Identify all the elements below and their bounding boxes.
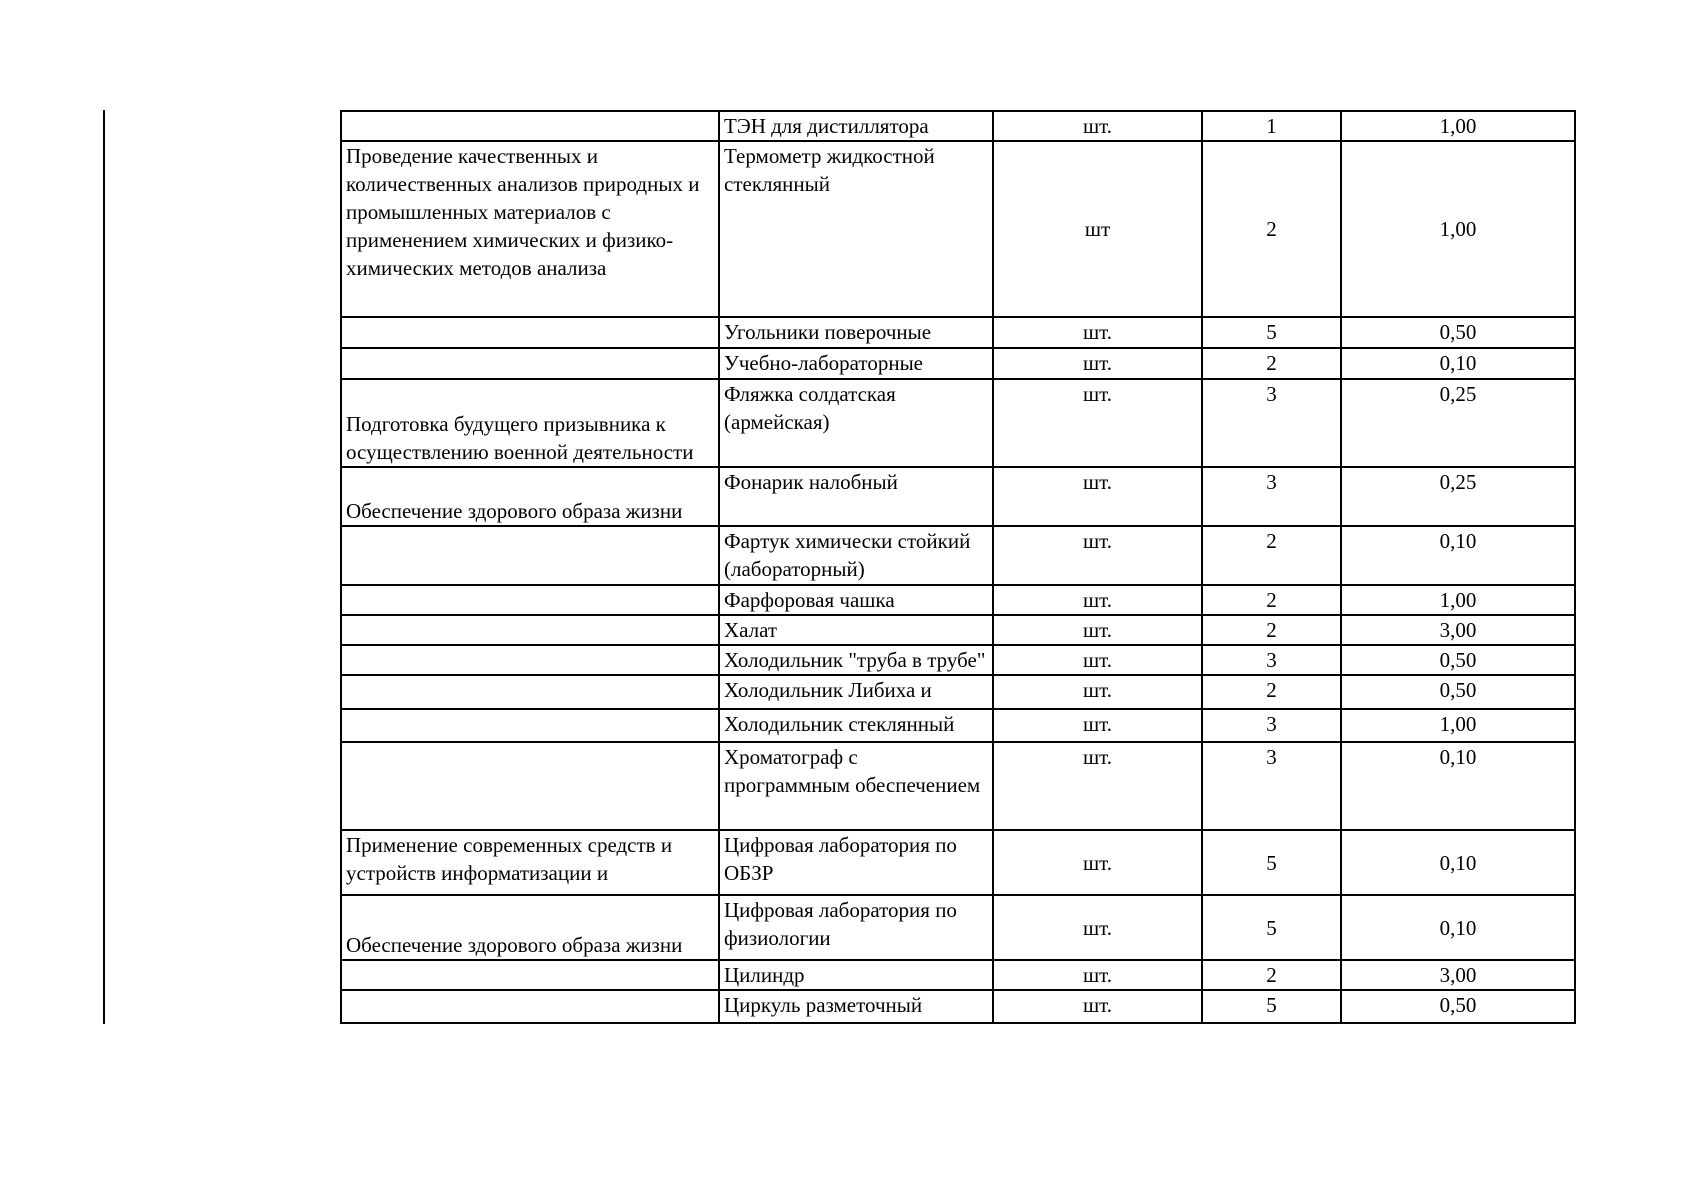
- coef-cell: 0,50: [1341, 317, 1575, 348]
- qty-cell: 5: [1202, 990, 1341, 1023]
- activity-cell: [341, 645, 719, 675]
- page-margin-rule: [103, 110, 105, 1024]
- activity-cell: [341, 960, 719, 990]
- unit-cell: шт.: [993, 830, 1202, 895]
- unit-cell: шт.: [993, 467, 1202, 526]
- unit-cell: шт.: [993, 317, 1202, 348]
- table-row: [341, 675, 1575, 709]
- item-cell: Фляжка солдатская (армейская): [719, 379, 993, 467]
- activity-cell: [341, 317, 719, 348]
- coef-cell: 0,10: [1341, 742, 1575, 830]
- coef-cell: 0,10: [1341, 830, 1575, 895]
- equipment-table: [340, 110, 1576, 1024]
- item-cell: Холодильник Либиха и: [719, 675, 993, 709]
- coef-cell: 1,00: [1341, 141, 1575, 317]
- table-row: [341, 960, 1575, 990]
- qty-cell: 3: [1202, 379, 1341, 467]
- qty-cell: 2: [1202, 348, 1341, 379]
- unit-cell: шт: [993, 141, 1202, 317]
- item-cell: Халат: [719, 615, 993, 645]
- item-cell: Хроматограф с программным обеспечением: [719, 742, 993, 830]
- unit-cell: шт.: [993, 585, 1202, 615]
- qty-cell: 2: [1202, 141, 1341, 317]
- table-row: [341, 645, 1575, 675]
- activity-cell: [341, 615, 719, 645]
- qty-cell: 2: [1202, 960, 1341, 990]
- table-row: [341, 895, 1575, 960]
- qty-cell: 5: [1202, 830, 1341, 895]
- qty-cell: 5: [1202, 317, 1341, 348]
- coef-cell: 0,10: [1341, 895, 1575, 960]
- qty-cell: 3: [1202, 709, 1341, 742]
- qty-cell: 3: [1202, 645, 1341, 675]
- item-cell: Цилиндр: [719, 960, 993, 990]
- unit-cell: шт.: [993, 111, 1202, 141]
- table-row: [341, 348, 1575, 379]
- unit-cell: шт.: [993, 675, 1202, 709]
- coef-cell: 3,00: [1341, 960, 1575, 990]
- coef-cell: 3,00: [1341, 615, 1575, 645]
- item-cell: Фонарик налобный: [719, 467, 993, 526]
- unit-cell: шт.: [993, 742, 1202, 830]
- qty-cell: 3: [1202, 742, 1341, 830]
- activity-cell: [341, 709, 719, 742]
- table-row: [341, 709, 1575, 742]
- item-cell: ТЭН для дистиллятора: [719, 111, 993, 141]
- coef-cell: 1,00: [1341, 709, 1575, 742]
- qty-cell: 2: [1202, 615, 1341, 645]
- unit-cell: шт.: [993, 348, 1202, 379]
- unit-cell: шт.: [993, 990, 1202, 1023]
- coef-cell: 0,50: [1341, 990, 1575, 1023]
- unit-cell: шт.: [993, 895, 1202, 960]
- table-row: [341, 526, 1575, 585]
- activity-cell: [341, 348, 719, 379]
- table-row: [341, 379, 1575, 467]
- item-cell: Угольники поверочные: [719, 317, 993, 348]
- item-cell: Термометр жидкостной стеклянный: [719, 141, 993, 317]
- table-row: [341, 317, 1575, 348]
- activity-cell: Применение современных средств и устройств информатизации и: [341, 830, 719, 895]
- item-cell: Холодильник стеклянный: [719, 709, 993, 742]
- unit-cell: шт.: [993, 709, 1202, 742]
- unit-cell: шт.: [993, 379, 1202, 467]
- table-row: [341, 141, 1575, 317]
- activity-cell: [341, 585, 719, 615]
- coef-cell: 0,25: [1341, 379, 1575, 467]
- item-cell: Фартук химически стойкий (лабораторный): [719, 526, 993, 585]
- activity-cell: Обеспечение здорового образа жизни: [341, 467, 719, 526]
- table-row: [341, 467, 1575, 526]
- coef-cell: 1,00: [1341, 111, 1575, 141]
- unit-cell: шт.: [993, 645, 1202, 675]
- activity-cell: [341, 742, 719, 830]
- coef-cell: 0,50: [1341, 645, 1575, 675]
- qty-cell: 2: [1202, 675, 1341, 709]
- unit-cell: шт.: [993, 526, 1202, 585]
- activity-cell: Проведение качественных и количественных анализов природных и промышленных материалов с применением химических и физико-химических методов анализа: [341, 141, 719, 317]
- activity-cell: [341, 990, 719, 1023]
- item-cell: Фарфоровая чашка: [719, 585, 993, 615]
- item-cell: Циркуль разметочный: [719, 990, 993, 1023]
- item-cell: Холодильник "труба в трубе": [719, 645, 993, 675]
- coef-cell: 0,10: [1341, 526, 1575, 585]
- table-row: [341, 585, 1575, 615]
- item-cell: Учебно-лабораторные: [719, 348, 993, 379]
- equipment-table-body: [341, 111, 1575, 1023]
- table-row: [341, 111, 1575, 141]
- item-cell: Цифровая лаборатория по физиологии: [719, 895, 993, 960]
- activity-cell: Подготовка будущего призывника к осуществлению военной деятельности: [341, 379, 719, 467]
- coef-cell: 0,10: [1341, 348, 1575, 379]
- coef-cell: 1,00: [1341, 585, 1575, 615]
- coef-cell: 0,50: [1341, 675, 1575, 709]
- qty-cell: 5: [1202, 895, 1341, 960]
- item-cell: Цифровая лаборатория по ОБЗР: [719, 830, 993, 895]
- table-row: [341, 742, 1575, 830]
- qty-cell: 3: [1202, 467, 1341, 526]
- activity-cell: [341, 526, 719, 585]
- table-row: [341, 615, 1575, 645]
- activity-cell: [341, 111, 719, 141]
- unit-cell: шт.: [993, 615, 1202, 645]
- table-row: [341, 830, 1575, 895]
- qty-cell: 1: [1202, 111, 1341, 141]
- activity-cell: [341, 675, 719, 709]
- qty-cell: 2: [1202, 585, 1341, 615]
- table-row: [341, 990, 1575, 1023]
- qty-cell: 2: [1202, 526, 1341, 585]
- activity-cell: Обеспечение здорового образа жизни: [341, 895, 719, 960]
- coef-cell: 0,25: [1341, 467, 1575, 526]
- unit-cell: шт.: [993, 960, 1202, 990]
